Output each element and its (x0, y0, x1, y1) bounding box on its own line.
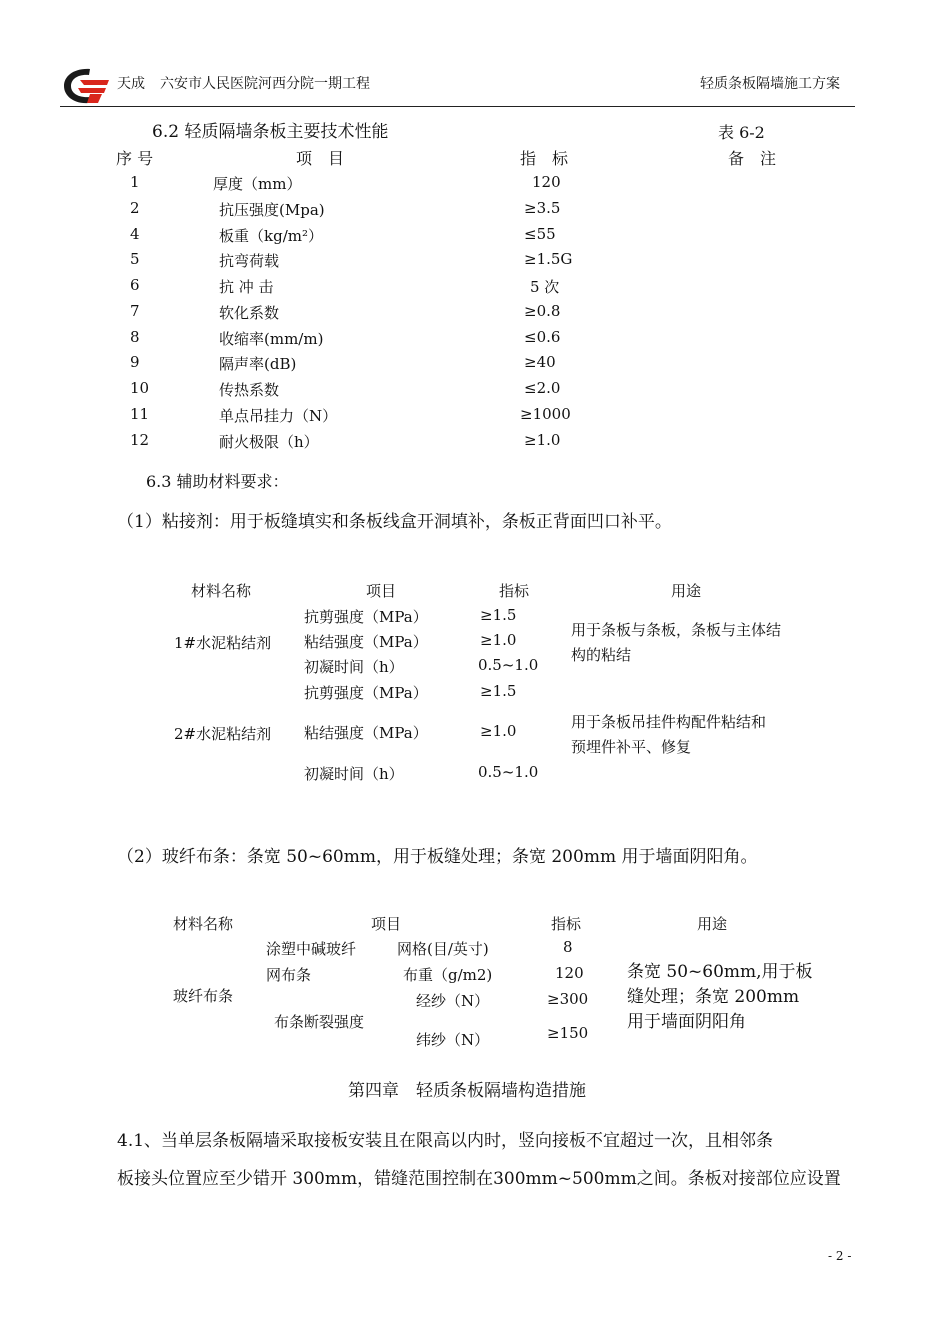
section-6-2-title: 6.2 轻质隔墙条板主要技术性能 (152, 122, 389, 142)
adhesive-2-item: 抗剪强度（MPa） (304, 684, 428, 702)
row-no: 1 (130, 173, 140, 191)
row-value: ≥3.5 (524, 199, 561, 217)
adhesive-header-value: 指标 (499, 582, 530, 600)
fiber-header-item: 项目 (371, 915, 402, 933)
fiber-value: 120 (555, 964, 584, 982)
row-no: 11 (130, 405, 150, 423)
row-item: 传热系数 (219, 381, 280, 399)
adhesive-1-item: 粘结强度（MPa） (304, 633, 428, 651)
adhesive-1-value: ≥1.5 (480, 606, 517, 624)
row-value: ≥40 (524, 353, 556, 371)
row-item: 耐火极限（h） (219, 433, 319, 451)
adhesive-2-use: 预埋件补平、修复 (571, 738, 692, 756)
fiber-item: 纬纱（N） (416, 1031, 490, 1049)
adhesive-2-use: 用于条板吊挂件构配件粘结和 (571, 713, 767, 731)
row-item: 抗弯荷载 (219, 252, 280, 270)
row-value: ≤2.0 (524, 379, 561, 397)
row-item: 软化系数 (219, 304, 280, 322)
fiber-value: ≥300 (547, 990, 589, 1008)
fiber-sub1: 涂塑中碱玻纤 (266, 940, 357, 958)
section-6-3-title: 6.3 辅助材料要求： (146, 472, 289, 491)
row-no: 12 (130, 431, 150, 449)
row-value: 5 次 (530, 278, 560, 296)
adhesive-2-item: 粘结强度（MPa） (304, 724, 428, 742)
row-value: ≥0.8 (524, 302, 561, 320)
row-item: 单点吊挂力（N） (219, 407, 338, 425)
row-value: ≤55 (524, 225, 556, 243)
fiber-value: 8 (563, 938, 573, 956)
row-no: 6 (130, 276, 140, 294)
fiber-sub2: 布条断裂强度 (274, 1013, 365, 1031)
adhesive-header-name: 材料名称 (191, 582, 252, 600)
table-6-2-label: 表 6-2 (718, 123, 765, 142)
adhesive-2-name: 2#水泥粘结剂 (174, 725, 272, 743)
fiber-item: 经纱（N） (416, 992, 490, 1010)
row-value: ≥1.5G (524, 250, 573, 268)
row-item: 抗压强度(Mpa) (219, 201, 325, 219)
row-item: 抗 冲 击 (219, 278, 274, 296)
fiber-item: 网格(目/英寸) (397, 940, 489, 958)
row-value: ≤0.6 (524, 328, 561, 346)
col-header-value: 指 标 (520, 149, 569, 168)
col-header-note: 备 注 (728, 149, 777, 168)
row-no: 4 (130, 225, 140, 243)
adhesive-1-use: 用于条板与条板，条板与主体结 (571, 621, 782, 639)
row-no: 8 (130, 328, 140, 346)
col-header-item: 项 目 (296, 149, 345, 168)
adhesive-2-value: ≥1.0 (480, 722, 517, 740)
row-item: 厚度（mm） (213, 175, 302, 193)
fiber-paragraph: （2）玻纤布条：条宽 50~60mm，用于板缝处理；条宽 200mm 用于墙面阴阳角。 (117, 847, 758, 867)
chapter-4-title: 第四章 轻质条板隔墙构造措施 (348, 1081, 586, 1101)
fiber-value: ≥150 (547, 1024, 589, 1042)
row-value: 120 (532, 173, 561, 191)
adhesive-2-item: 初凝时间（h） (304, 765, 404, 783)
adhesive-1-name: 1#水泥粘结剂 (174, 634, 272, 652)
fiber-header-name: 材料名称 (173, 915, 234, 933)
fiber-item: 布重（g/m2) (403, 966, 493, 984)
chapter-4-paragraph: 板接头位置应至少错开 300mm，错缝范围控制在300mm~500mm之间。条板对接部位应设置 (117, 1169, 841, 1189)
adhesive-1-use: 构的粘结 (571, 646, 632, 664)
header-company: 天成 (117, 76, 145, 92)
row-no: 10 (130, 379, 150, 397)
row-no: 2 (130, 199, 140, 217)
row-no: 7 (130, 302, 140, 320)
header-divider (60, 106, 855, 107)
row-item: 隔声率(dB) (219, 355, 297, 373)
chapter-4-paragraph: 4.1、当单层条板隔墙采取接板安装且在限高以内时，竖向接板不宜超过一次，且相邻条 (117, 1131, 774, 1151)
row-no: 9 (130, 353, 140, 371)
fiber-use: 缝处理；条宽 200mm (627, 987, 800, 1007)
fiber-use: 条宽 50~60mm,用于板 (627, 962, 813, 982)
fiber-use: 用于墙面阴阳角 (627, 1012, 746, 1032)
page-number: - 2 - (828, 1249, 852, 1263)
adhesive-1-item: 初凝时间（h） (304, 658, 404, 676)
row-item: 板重（kg/m²） (219, 227, 323, 245)
fiber-name: 玻纤布条 (173, 987, 234, 1005)
adhesive-1-item: 抗剪强度（MPa） (304, 608, 428, 626)
row-no: 5 (130, 250, 140, 268)
adhesive-2-value: ≥1.5 (480, 682, 517, 700)
row-value: ≥1.0 (524, 431, 561, 449)
fiber-header-value: 指标 (551, 915, 582, 933)
row-value: ≥1000 (520, 405, 571, 423)
header-doc-title: 轻质条板隔墙施工方案 (700, 76, 840, 92)
adhesive-2-value: 0.5~1.0 (478, 763, 539, 781)
row-item: 收缩率(mm/m) (219, 330, 324, 348)
col-header-no: 序 号 (116, 149, 154, 168)
adhesive-header-item: 项目 (366, 582, 397, 600)
adhesive-1-value: 0.5~1.0 (478, 656, 539, 674)
fiber-header-use: 用途 (697, 915, 728, 933)
company-logo (60, 66, 112, 106)
fiber-sub1: 网布条 (266, 966, 312, 984)
adhesive-header-use: 用途 (671, 582, 702, 600)
adhesive-paragraph: （1）粘接剂：用于板缝填实和条板线盒开洞填补，条板正背面凹口补平。 (117, 512, 672, 532)
header-project: 六安市人民医院河西分院一期工程 (160, 76, 370, 92)
adhesive-1-value: ≥1.0 (480, 631, 517, 649)
